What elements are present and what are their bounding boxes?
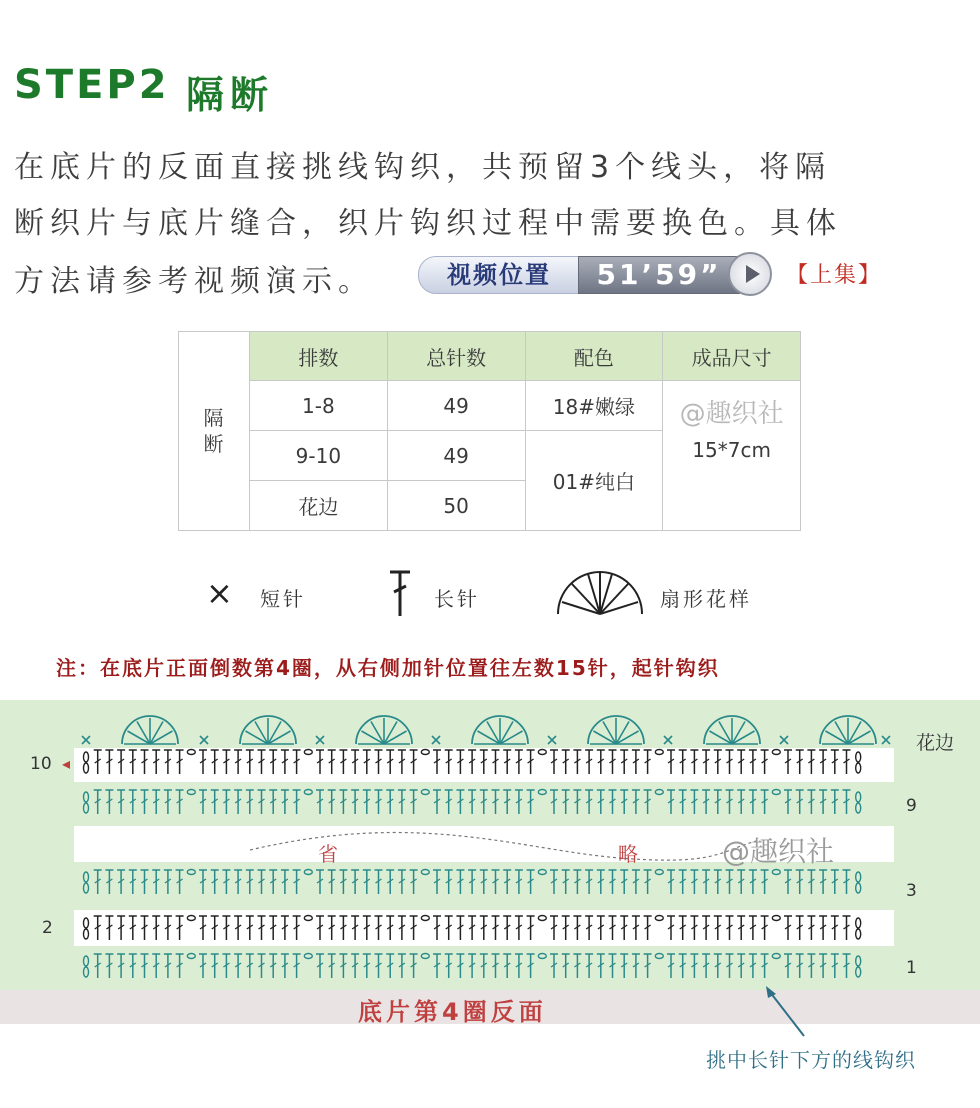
stitch-row [84,790,861,815]
turning-chain [856,872,861,882]
edge-label: 花边 [916,732,955,754]
table-cell: 9-10 [250,431,388,481]
omit-right: 略 [618,842,638,866]
legend-double-crochet: 长针 [434,587,480,611]
chain-stitch [538,790,546,795]
row-label-1: 1 [906,958,917,978]
turning-chain [856,967,861,977]
table-cell: 1-8 [250,381,388,431]
turning-chain [856,956,861,966]
video-time: 51’59” [578,256,740,294]
table-cell: 01#纯白 [525,431,663,531]
chain-stitch [304,870,312,875]
omit-left: 省 [318,842,338,866]
step-name: 隔断 [186,73,275,117]
note-text: 注：在底片正面倒数第4圈，从右侧加针位置往左数15针，起针钩织 [56,656,720,680]
single-crochet-mark [432,736,440,744]
chain-stitch [655,870,663,875]
chain-stitch [538,954,546,959]
table-cell: 花边 [250,481,388,531]
header-color: 配色 [525,332,663,381]
video-label: 视频位置 [418,256,580,294]
chain-stitch [187,790,195,795]
legend-fan-pattern: 扇形花样 [660,587,752,611]
pointer-arrow-icon [760,984,820,1040]
episode-label: 【上集】 [786,263,883,288]
single-crochet-mark [82,736,90,744]
turning-chain [84,883,89,893]
single-crochet-mark [882,736,890,744]
info-table [178,331,801,531]
section-label-text: 隔 断 [203,406,225,456]
single-crochet-mark [780,736,788,744]
size-cell [663,381,801,531]
header-stitches: 总针数 [387,332,525,381]
turning-chain [856,792,861,802]
video-position-button[interactable] [418,252,774,296]
arrow-icon: ◂ [62,754,71,773]
base-label: 底片第4圈反面 [358,998,547,1026]
chain-stitch [772,954,780,959]
chain-stitch [655,954,663,959]
chain-stitch [772,790,780,795]
fan-stitch [704,716,760,744]
turning-chain [84,956,89,966]
chain-stitch [421,870,429,875]
fan-stitch [356,716,412,744]
turning-chain [84,792,89,802]
step-label: STEP2 [14,62,170,108]
row-label-3: 3 [906,881,917,901]
row-label-2: 2 [42,918,53,938]
chain-stitch [421,790,429,795]
single-crochet-mark [200,736,208,744]
table-cell: 49 [387,431,525,481]
paragraph-line-1: 在底片的反面直接挑线钩织，共预留3个线头，将隔 [14,150,832,185]
turning-chain [856,883,861,893]
legend-single-crochet: 短针 [260,587,306,611]
fan-stitch [240,716,296,744]
chain-stitch [421,954,429,959]
header-size: 成品尺寸 [663,332,801,381]
paragraph-line-2: 断织片与底片缝合，织片钩织过程中需要换色。具体 [14,206,842,241]
chain-stitch [538,870,546,875]
turning-chain [84,872,89,882]
stitch-row [84,870,861,895]
fan-pattern-icon [554,566,646,618]
fan-stitch [588,716,644,744]
stitch-row [84,954,861,979]
chain-stitch [304,790,312,795]
turning-chain [84,967,89,977]
turning-chain [856,803,861,813]
single-crochet-mark [548,736,556,744]
play-icon[interactable] [728,252,772,296]
table-cell: 49 [387,381,525,431]
fan-stitch [122,716,178,744]
turning-chain [84,803,89,813]
size-value: 15*7cm [692,438,771,462]
fan-stitch [820,716,876,744]
row-label-9: 9 [906,796,917,816]
chain-stitch [304,954,312,959]
single-crochet-mark [664,736,672,744]
chain-stitch [187,954,195,959]
chain-stitch [655,790,663,795]
watermark: @趣织社 [722,835,835,868]
table-cell: 50 [387,481,525,531]
chain-stitch [187,870,195,875]
header-rows: 排数 [250,332,388,381]
single-crochet-icon: × [206,574,233,612]
section-label [179,332,250,531]
single-crochet-mark [316,736,324,744]
fan-stitch [472,716,528,744]
watermark: @趣织社 [679,399,784,429]
table-cell: 18#嫩绿 [525,381,663,431]
bottom-note: 挑中长针下方的线钩织 [706,1048,916,1072]
row-label-10: 10 [30,754,52,774]
double-crochet-icon [388,568,412,618]
paragraph-line-3: 方法请参考视频演示。 [14,264,374,299]
chain-stitch [772,870,780,875]
